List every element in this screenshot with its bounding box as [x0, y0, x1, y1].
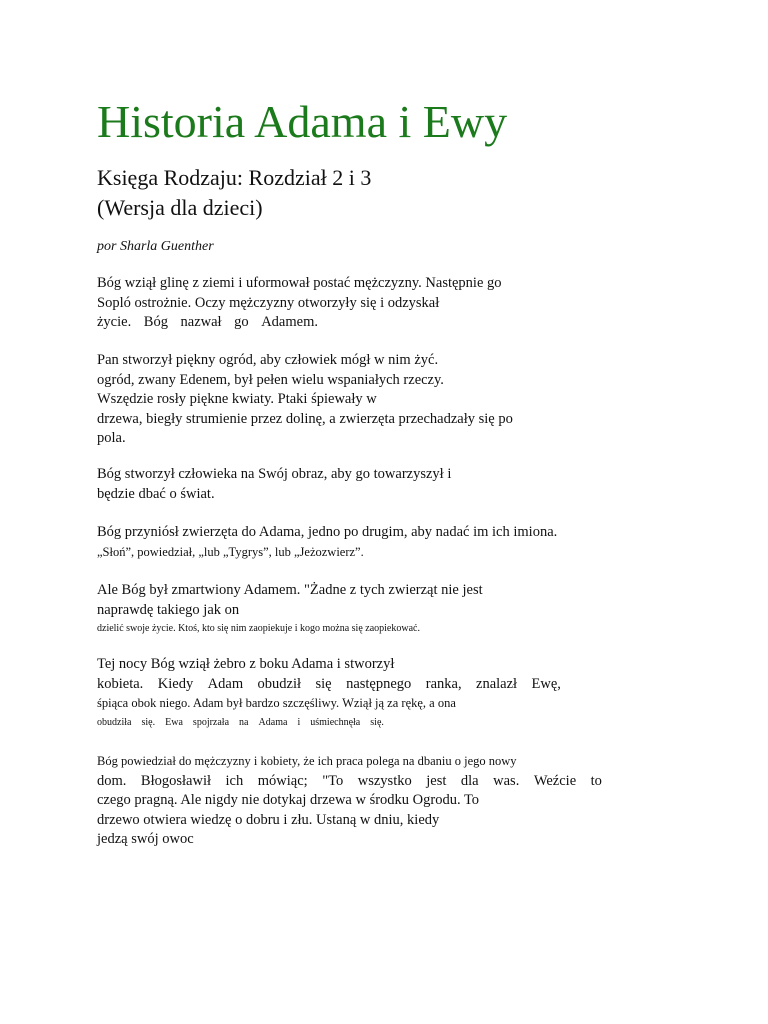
text-line: Bóg wziął glinę z ziemi i uformował postać mężczyzny. Następnie go — [97, 275, 502, 291]
paragraph-3 — [97, 465, 451, 504]
text-line: drzewa, biegły strumienie przez dolinę, a zwierzęta przechadzały się po — [97, 410, 513, 427]
text-line: „Słoń”, powiedział, „lub „Tygrys”, lub „Jeżozwierz”. — [97, 544, 364, 559]
word: Ewę, — [531, 675, 561, 692]
text-line: dzielić swoje życie. Ktoś, kto się nim zaopiekuje i kogo można się zaopiekować. — [97, 623, 420, 634]
word: go — [234, 314, 249, 330]
text-line: naprawdę takiego jak on — [97, 601, 240, 618]
word: kobieta. — [97, 675, 144, 692]
text-line-justified — [97, 714, 384, 731]
text-line: Sopló ostrożnie. Oczy mężczyzny otworzyły się i odzyskał — [97, 294, 440, 311]
word: Adam — [207, 675, 244, 692]
word: obudził — [257, 675, 302, 692]
word: obudziła — [97, 716, 132, 728]
text-line: Bóg stworzył człowieka na Swój obraz, aby go towarzyszył i — [97, 466, 452, 482]
text-line: drzewo otwiera wiedzę o dobru i złu. Ustaną w dniu, kiedy — [97, 811, 440, 828]
document-title: Historia Adama i Ewy — [97, 96, 508, 147]
word: znalazł — [476, 675, 518, 692]
word: "To — [322, 772, 344, 789]
word: na — [239, 716, 249, 728]
word: życie. — [97, 314, 132, 330]
text-line: będzie dbać o świat. — [97, 485, 215, 502]
text-line: jedzą swój owoc — [97, 831, 194, 847]
word: mówiąc; — [257, 772, 308, 789]
word: ich — [225, 772, 244, 789]
text-line: Wszędzie rosły piękne kwiaty. Ptaki śpiewały w — [97, 391, 377, 407]
text-line: pola. — [97, 430, 126, 446]
text-line-justified — [97, 772, 602, 792]
word: uśmiechnęła — [310, 716, 361, 728]
word: ranka, — [425, 675, 462, 692]
word: Weźcie — [533, 772, 577, 789]
word: nazwał — [180, 314, 222, 330]
word: Adama — [258, 716, 288, 728]
word: się. — [370, 716, 384, 728]
word: się. — [141, 716, 156, 728]
word: i — [297, 716, 301, 728]
paragraph-7 — [97, 752, 602, 850]
text-line: Tej nocy Bóg wziął żebro z boku Adama i stworzył — [97, 656, 395, 672]
word: jest — [426, 772, 447, 789]
paragraph-6 — [97, 655, 561, 731]
word: Ewa — [165, 716, 183, 728]
word: następnego — [346, 675, 412, 692]
text-line: czego pragną. Ale nigdy nie dotykaj drzewa w środku Ogrodu. To — [97, 792, 480, 808]
paragraph-5 — [97, 581, 483, 637]
word: wszystko — [357, 772, 412, 789]
word: Bóg — [143, 314, 168, 330]
text-line-justified — [97, 675, 561, 695]
text-line: Bóg powiedział do mężczyzny i kobiety, że ich praca polega na dbaniu o jego nowy — [97, 754, 517, 768]
subtitle-line: (Wersja dla dzieci) — [97, 195, 263, 220]
word: was. — [493, 772, 520, 789]
word: się — [315, 675, 332, 692]
text-line: Bóg przyniósł zwierzęta do Adama, jedno po drugim, aby nadać im ich imiona. — [97, 524, 558, 540]
paragraph-4 — [97, 523, 557, 562]
word: Adamem. — [261, 314, 318, 330]
subtitle-line: Księga Rodzaju: Rozdział 2 i 3 — [97, 165, 372, 190]
text-line-justified — [97, 313, 318, 333]
text-line: Ale Bóg był zmartwiony Adamem. "Żadne z tych zwierząt nie jest — [97, 582, 483, 598]
word: Kiedy — [157, 675, 194, 692]
word: dom. — [97, 772, 127, 789]
author-byline: por Sharla Guenther — [97, 239, 214, 254]
word: Błogosławił — [140, 772, 212, 789]
word: dla — [460, 772, 479, 789]
word: spojrzała — [192, 716, 230, 728]
text-line: śpiąca obok niego. Adam był bardzo szczęśliwy. Wziął ją za rękę, a ona — [97, 696, 456, 710]
document-subtitle — [97, 163, 371, 223]
paragraph-2 — [97, 351, 513, 449]
text-line: Pan stworzył piękny ogród, aby człowiek mógł w nim żyć. — [97, 352, 439, 368]
word: to — [590, 772, 602, 789]
text-line: ogród, zwany Edenem, był pełen wielu wspaniałych rzeczy. — [97, 371, 444, 388]
paragraph-1 — [97, 274, 502, 333]
